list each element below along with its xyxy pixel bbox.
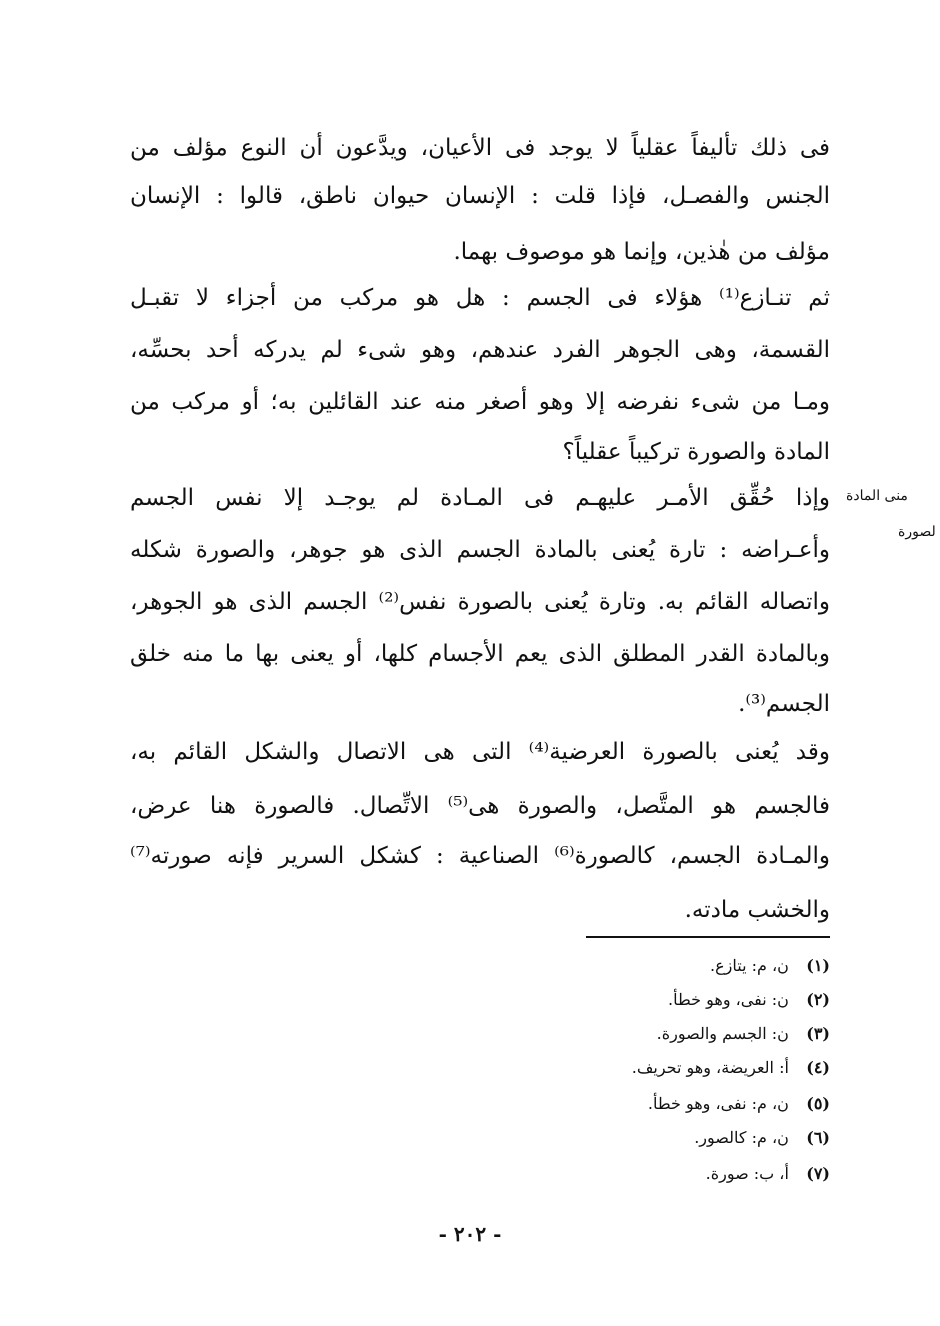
footnote-1 <box>710 952 830 980</box>
text-line-9: وأعـراضه : تارة يُعنى بالمادة الجسم الذى هو جوهر، والصورة شكله <box>130 537 830 563</box>
text-line-11: وبالمادة القدر المطلق الذى يعم الأجسام كلها، أو يعنى بها ما منه خلق <box>130 641 830 667</box>
text-line-8: وإذا حُقِّق الأمـر عليهـم فى المـادة لم يوجـد إلا نفس الجسم <box>130 485 830 511</box>
footnote-number: (٢) <box>806 990 830 1009</box>
footnote-text: ن: نفى، وهو خطأ. <box>668 990 789 1009</box>
footnote-number: (٤) <box>806 1058 830 1077</box>
footnote-5 <box>648 1090 830 1118</box>
main-text <box>130 0 830 940</box>
text-line-13: وقد يُعنى بالصورة العرضية⁽⁴⁾ التى هى الاتصال والشكل القائم به، <box>130 739 830 765</box>
footnote-6 <box>694 1124 830 1152</box>
margin-note-line-2: لصورة <box>898 524 936 540</box>
text-line-1: فى ذلك تأليفاً عقلياً لا يوجد فى الأعيان، ويدَّعون أن النوع مؤلف من <box>130 135 830 161</box>
footnote-3 <box>657 1020 830 1048</box>
footnote-2 <box>668 986 830 1014</box>
text-line-7: المادة والصورة تركيباً عقلياً؟ <box>562 439 830 465</box>
footnote-text: ن: الجسم والصورة. <box>656 1024 789 1043</box>
text-line-10: واتصاله القائم به. وتارة يُعنى بالصورة نفس⁽²⁾ الجسم الذى هو الجوهر، <box>130 589 830 615</box>
footnote-7 <box>706 1160 830 1188</box>
text-line-14: فالجسم هو المتَّصل، والصورة هى⁽⁵⁾ الاتِّصال. فالصورة هنا عرض، <box>130 793 830 819</box>
text-line-2: الجنس والفصـل، فإذا قلت : الإنسان حيوان ناطق، قالوا : الإنسان <box>130 183 830 209</box>
footnote-text: ن، م: يتازع. <box>710 956 789 975</box>
text-line-4: ثم تنـازع⁽¹⁾ هؤلاء فى الجسم : هل هو مركب من أجزاء لا تقبـل <box>130 285 830 311</box>
footnote-text: ن، م: كالصور. <box>694 1128 789 1147</box>
text-line-5: القسمة، وهى الجوهر الفرد عندهم، وهو شىء لم يدركه أحد بحسِّه، <box>130 337 830 363</box>
margin-note-line-1: منى المادة <box>846 488 908 504</box>
text-line-12: الجسم⁽³⁾. <box>738 691 830 717</box>
footnote-separator <box>586 936 830 938</box>
footnote-text: ن، م: نفى، وهو خطأ. <box>647 1094 789 1113</box>
footnote-number: (٧) <box>806 1164 830 1183</box>
text-line-15: والمـادة الجسم، كالصورة⁽⁶⁾ الصناعية : كشكل السرير فإنه صورته⁽⁷⁾ <box>130 843 830 869</box>
text-line-3: مؤلف من هٰذين، وإنما هو موصوف بهما. <box>453 239 830 265</box>
footnote-text: أ، ب: صورة. <box>705 1164 789 1183</box>
footnote-number: (٥) <box>806 1094 830 1113</box>
footnote-number: (١) <box>806 956 830 975</box>
footnote-4 <box>632 1054 830 1082</box>
text-line-6: ومـا من شىء نفرضه إلا وهو أصغر منه عند القائلين به؛ أو مركب من <box>130 389 830 415</box>
text-line-16: والخشب مادته. <box>684 897 830 923</box>
footnote-number: (٣) <box>806 1024 830 1043</box>
footnote-number: (٦) <box>806 1128 830 1147</box>
footnote-text: أ: العريضة، وهو تحريف. <box>631 1058 789 1077</box>
page-number: - ٢٠٢ - <box>438 1222 502 1246</box>
